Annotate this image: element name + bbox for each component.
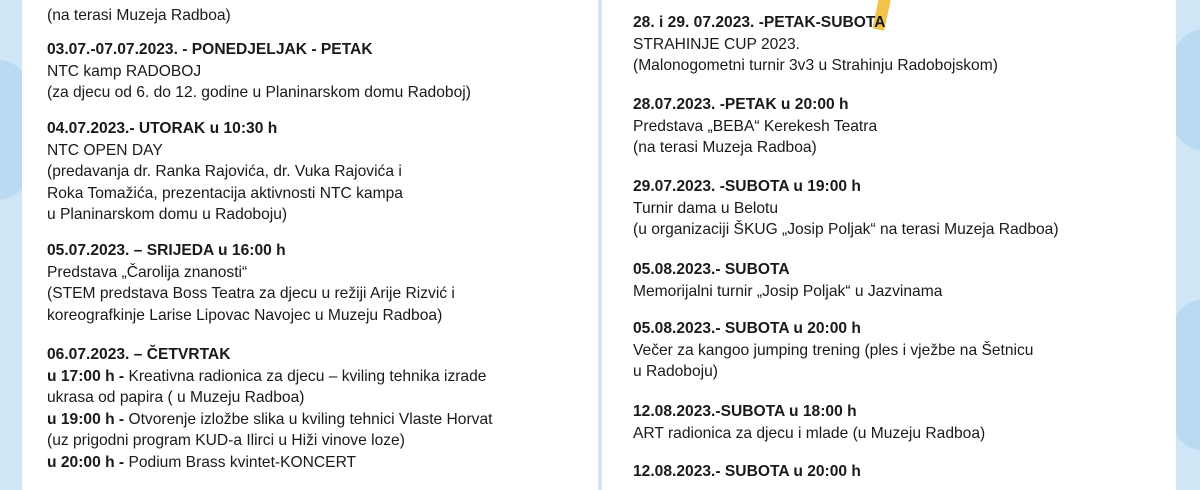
schedule-item: [47, 452, 592, 474]
entry-line: (na terasi Muzeja Radboa): [47, 7, 231, 24]
entry-line: ART radionica za djecu i mlade (u Muzeju Radboa): [633, 424, 986, 442]
event-entry: [633, 318, 1173, 383]
entry-line: NTC OPEN DAY: [47, 141, 163, 159]
entry-line: (Malonogometni turnir 3v3 u Strahinju Radobojskom): [633, 57, 998, 74]
event-heading: 28.07.2023. -PETAK u 20:00 h: [633, 96, 849, 113]
entry-line: (uz prigodni program KUD-a Ilirci u Hiži vinove loze): [47, 432, 405, 449]
event-heading: 12.08.2023.-SUBOTA u 18:00 h: [633, 403, 857, 420]
event-entry: [633, 461, 1173, 483]
entry-line: NTC kamp RADOBOJ: [47, 62, 202, 80]
item-text: Otvorenje izložbe slika u kviling tehnici Vlaste Horvat: [124, 410, 493, 428]
schedule-item: [47, 409, 592, 431]
fragment-entry: [47, 5, 592, 27]
entry-line: STRAHINJE CUP 2023.: [633, 35, 800, 53]
entry-line: u Planinarskom domu u Radoboju): [47, 206, 288, 223]
event-heading: 03.07.-07.07.2023. - PONEDJELJAK - PETAK: [47, 41, 373, 58]
event-entry: [633, 259, 1173, 302]
entry-line: (na terasi Muzeja Radboa): [633, 139, 817, 156]
event-heading: 04.07.2023.- UTORAK u 10:30 h: [47, 120, 278, 137]
entry-line: (za djecu od 6. do 12. godine u Planinarskom domu Radoboj): [47, 84, 471, 101]
item-text: Kreativna radionica za djecu – kviling tehnika izrade: [124, 367, 487, 385]
entry-line: ukrasa od papira ( u Muzeju Radboa): [47, 389, 305, 406]
entry-line: Večer za kangoo jumping trening (ples i vježbe na Šetnicu: [633, 341, 1034, 359]
entry-line: Roka Tomažića, prezentacija aktivnosti NTC kampa: [47, 184, 403, 202]
entry-line: (predavanja dr. Ranka Rajovića, dr. Vuka Rajovića i: [47, 163, 402, 180]
entry-line: koreografkinje Larise Lipovac Navojec u Muzeju Radboa): [47, 306, 443, 324]
entry-line: (u organizaciji ŠKUG „Josip Poljak“ na terasi Muzeja Radboa): [633, 221, 1059, 238]
item-text: Podium Brass kvintet-KONCERT: [124, 453, 357, 471]
event-heading: 05.08.2023.- SUBOTA: [633, 261, 790, 278]
event-heading: 12.08.2023.- SUBOTA u 20:00 h: [633, 463, 861, 480]
item-time: u 19:00 h -: [47, 410, 125, 428]
event-heading: 06.07.2023. – ČETVRTAK: [47, 346, 231, 363]
entry-line: u Radoboju): [633, 363, 718, 380]
entry-line: Memorijalni turnir „Josip Poljak“ u Jazvinama: [633, 282, 943, 300]
event-entry: [633, 401, 1173, 444]
event-heading: 05.08.2023.- SUBOTA u 20:00 h: [633, 320, 861, 337]
event-entry: [47, 344, 592, 473]
event-entry: [47, 39, 592, 104]
item-time: u 20:00 h -: [47, 453, 125, 471]
entry-line: (STEM predstava Boss Teatra za djecu u režiji Arije Rizvić i: [47, 285, 455, 302]
event-entry: [47, 240, 592, 326]
entry-line: Turnir dama u Belotu: [633, 199, 779, 217]
schedule-item: [47, 366, 592, 388]
event-entry: [47, 118, 592, 226]
event-heading: 05.07.2023. – SRIJEDA u 16:00 h: [47, 242, 286, 259]
entry-line: Predstava „BEBA“ Kerekesh Teatra: [633, 117, 878, 135]
event-heading: 29.07.2023. -SUBOTA u 19:00 h: [633, 178, 861, 195]
event-heading: 28. i 29. 07.2023. -PETAK-SUBOTA: [633, 14, 886, 31]
entry-line: Predstava „Čarolija znanosti“: [47, 263, 248, 281]
item-time: u 17:00 h -: [47, 367, 125, 385]
event-entry: [633, 176, 1173, 241]
event-entry: [633, 94, 1173, 159]
event-entry: [633, 12, 1173, 77]
